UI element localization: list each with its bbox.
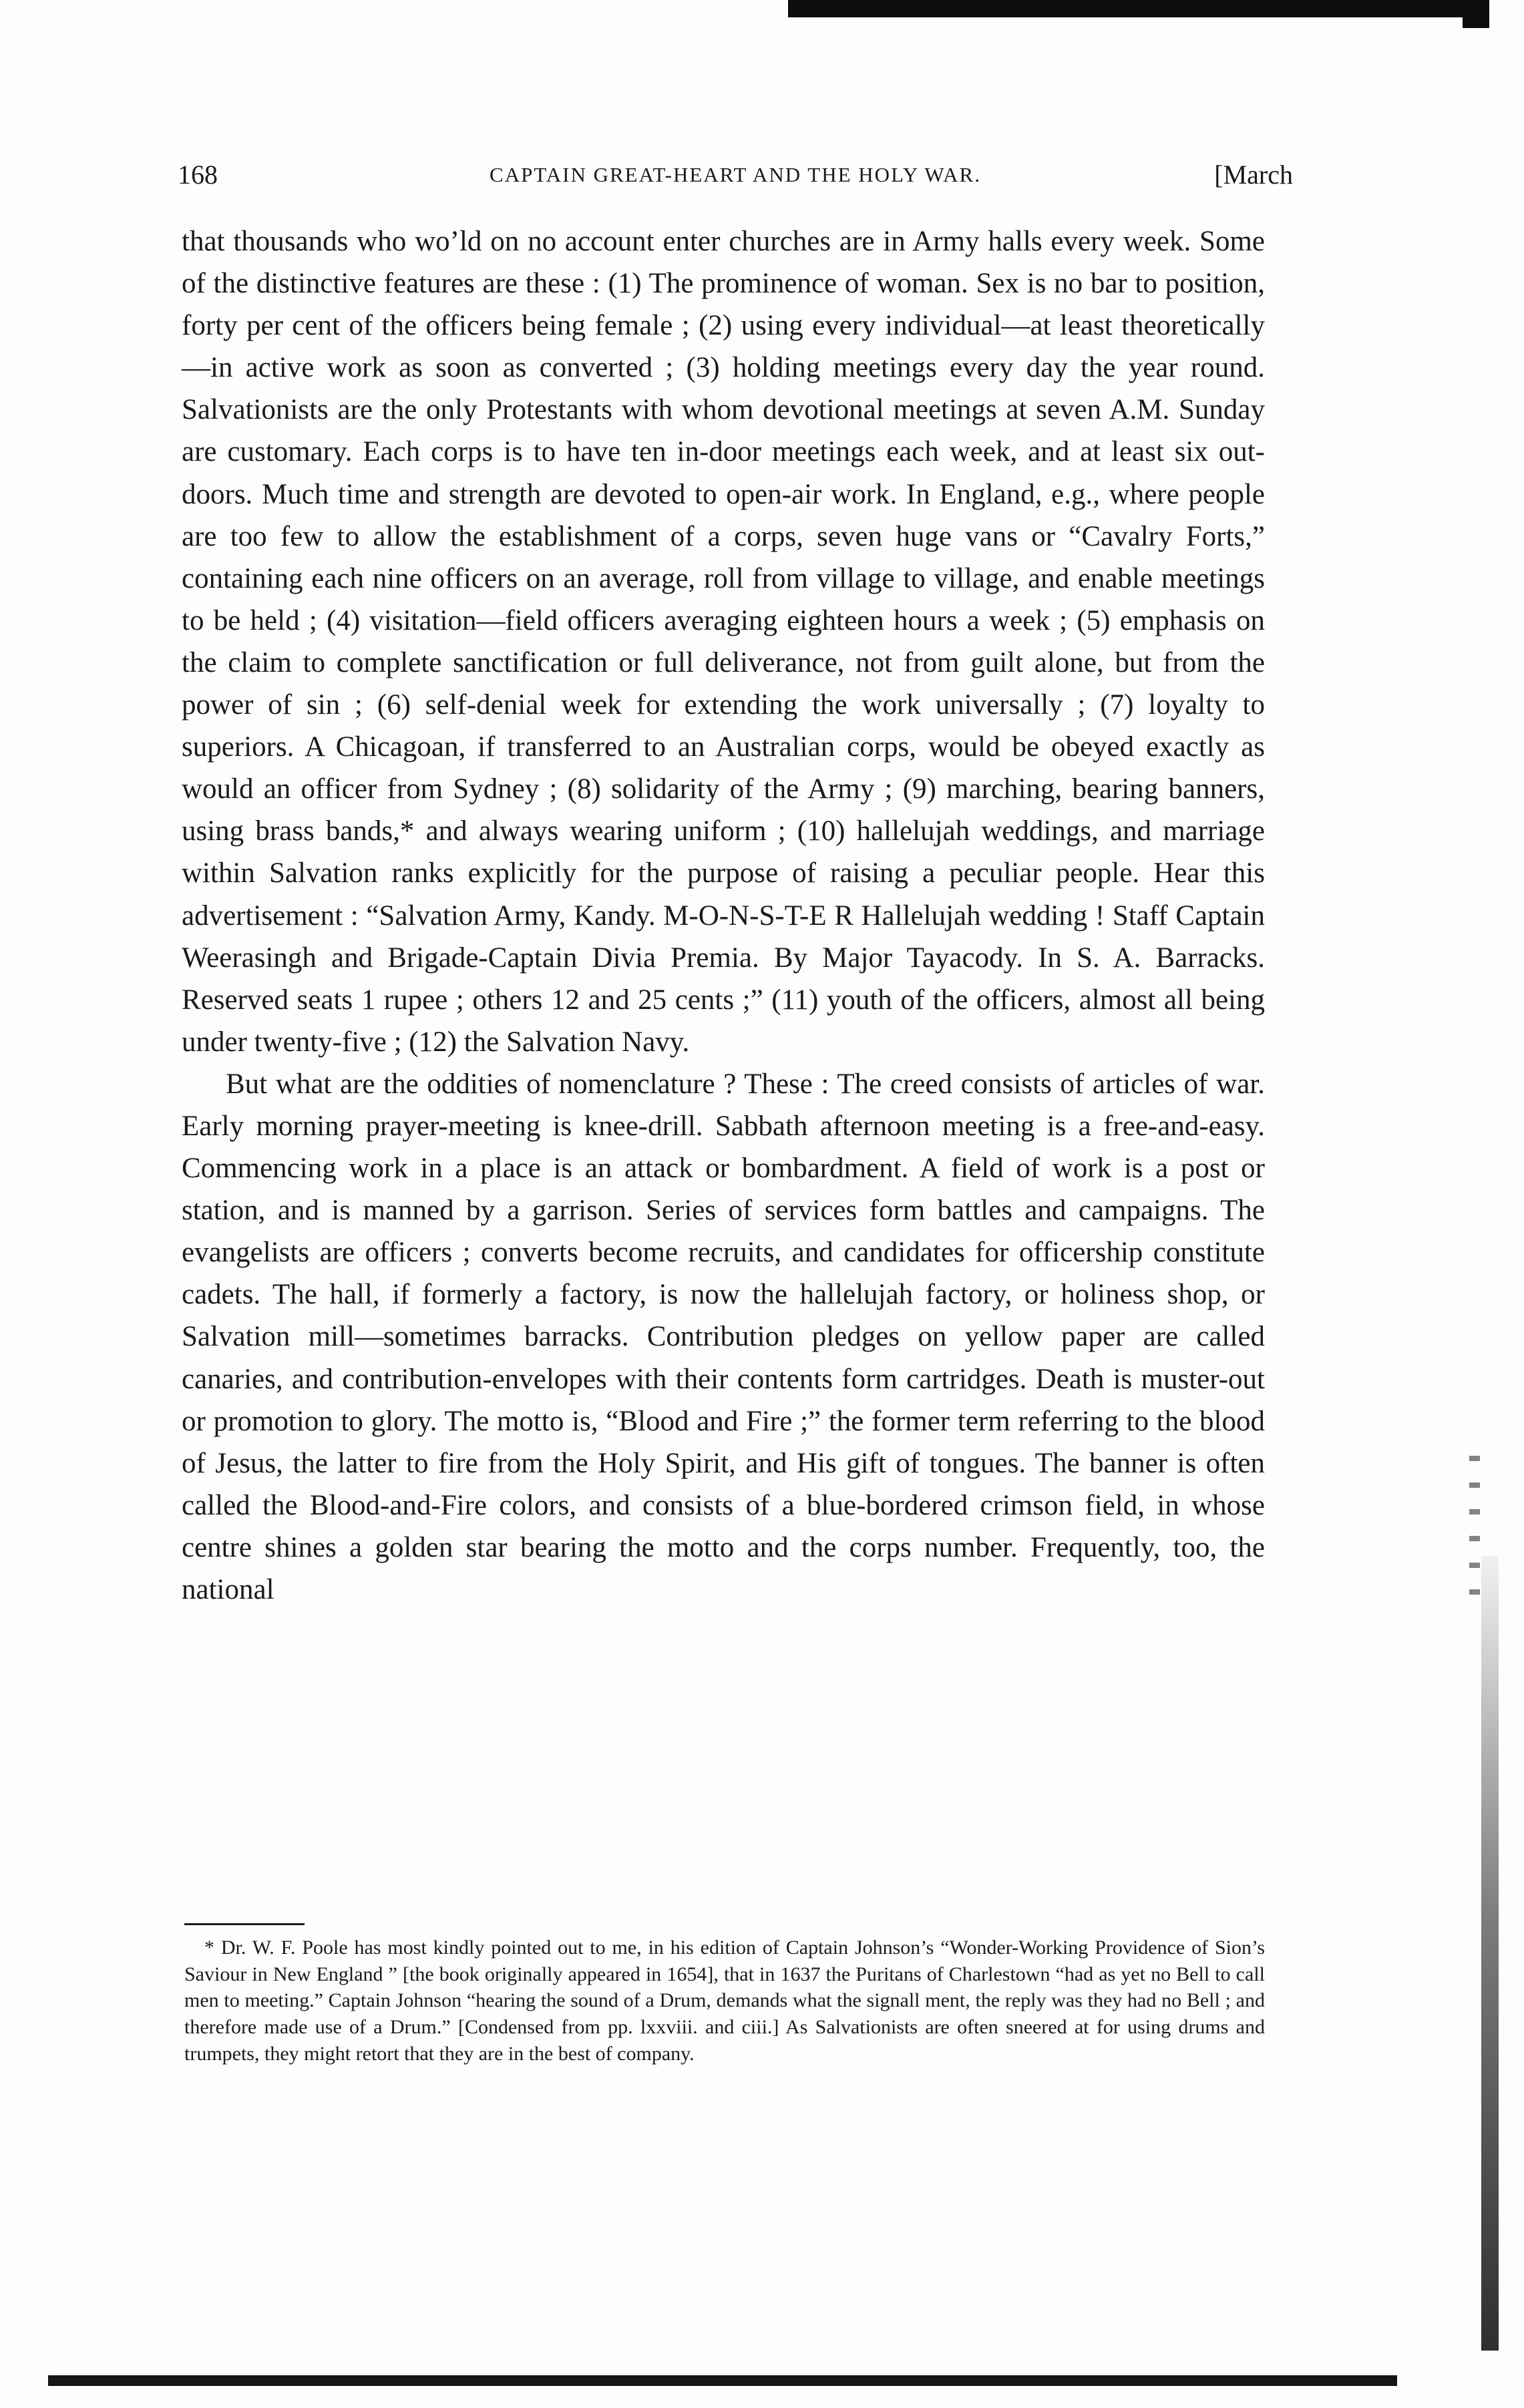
running-head xyxy=(178,155,1293,195)
running-title: CAPTAIN GREAT-HEART AND THE HOLY WAR. xyxy=(490,163,981,186)
scan-edge-shadow xyxy=(1481,1556,1499,2351)
top-border-rule xyxy=(788,0,1463,17)
scan-edge-specks xyxy=(1469,1456,1480,1603)
body-text xyxy=(182,220,1265,1611)
top-border-corner xyxy=(1463,0,1489,28)
body-paragraph: But what are the oddities of nomenclature ? These : The creed consists of articles of war. Early morning prayer-meeting is knee-drill. Sabbath afternoon meeting is a free-and-easy. Commencing work in a place is an attack or bombardment. A field of work is a post or station, and is manned by a garrison. Series of services form battles and campaigns. The evangelists are officers ; converts become recruits, and candidates for officership constitute cadets. The hall, if formerly a factory, is now the hallelujah factory, or holiness shop, or Salvation mill—sometimes barracks. Contribution pledges on yellow paper are called canaries, and contribution-envelopes with their contents form cartridges. Death is muster-out or promotion to glory. The motto is, “Blood and Fire ;” the former term referring to the blood of Jesus, the latter to fire from the Holy Spirit, and His gift of tongues. The banner is often called the Blood-and-Fire colors, and consists of a blue-bordered crimson field, in whose centre shines a golden star bearing the motto and the corps number. Frequently, too, the national xyxy=(182,1068,1265,1605)
page-number: 168 xyxy=(178,160,218,190)
body-paragraph: that thousands who wo’ld on no account enter churches are in Army halls every week. Some of the distinctive features are these : (1) The prominence of woman. Sex is no bar to position, forty per cent of the officers being female ; (2) using every individual—at least theoretically—in active work as soon as converted ; (3) holding meetings every day the year round. Salvationists are the only Protestants with whom devotional meetings at seven A.M. Sunday are customary. Each corps is to have ten in-door meetings each week, and at least six out-doors. Much time and strength are devoted to open-air work. In England, e.g., where people are too few to allow the establishment of a corps, seven huge vans or “Cavalry Forts,” containing each nine officers on an average, roll from village to village, and enable meetings to be held ; (4) visitation—field officers averaging eighteen hours a week ; (5) emphasis on the claim to complete sanctification or full deliverance, not from guilt alone, but from the power of sin ; (6) self-denial week for extending the work universally ; (7) loyalty to superiors. A Chicagoan, if transferred to an Australian corps, would be obeyed exactly as would an officer from Sydney ; (8) solidarity of the Army ; (9) marching, bearing banners, using brass bands,* and always wearing uniform ; (10) hallelujah weddings, and marriage within Salvation ranks explicitly for the purpose of raising a peculiar people. Hear this advertisement : “Salvation Army, Kandy. M-O-N-S-T-E R Hallelujah wedding ! Staff Captain Weerasingh and Brigade-Captain Divia Premia. By Major Tayacody. In S. A. Barracks. Reserved seats 1 rupee ; others 12 and 25 cents ;” (11) youth of the officers, almost all being under twenty-five ; (12) the Salvation Navy. xyxy=(182,226,1265,1058)
footnote-rule xyxy=(184,1923,305,1925)
running-month: [March xyxy=(1214,160,1293,190)
footnote: * Dr. W. F. Poole has most kindly pointed out to me, in his edition of Captain Johnson’s “Wonder-Working Providence of Sion’s Saviour in New England ” [the book originally appeared in 1654], that in 1637 the Puritans of Charlestown “had as yet no Bell to call men to meeting.” Captain Johnson “hearing the sound of a Drum, demands what the signall ment, the reply was they had no Bell ; and therefore made use of a Drum.” [Condensed from pp. lxxviii. and ciii.] As Salvationists are often sneered at for using drums and trumpets, they might retort that they are in the best of company. xyxy=(184,1937,1265,2065)
bottom-border-rule xyxy=(48,2375,1397,2386)
